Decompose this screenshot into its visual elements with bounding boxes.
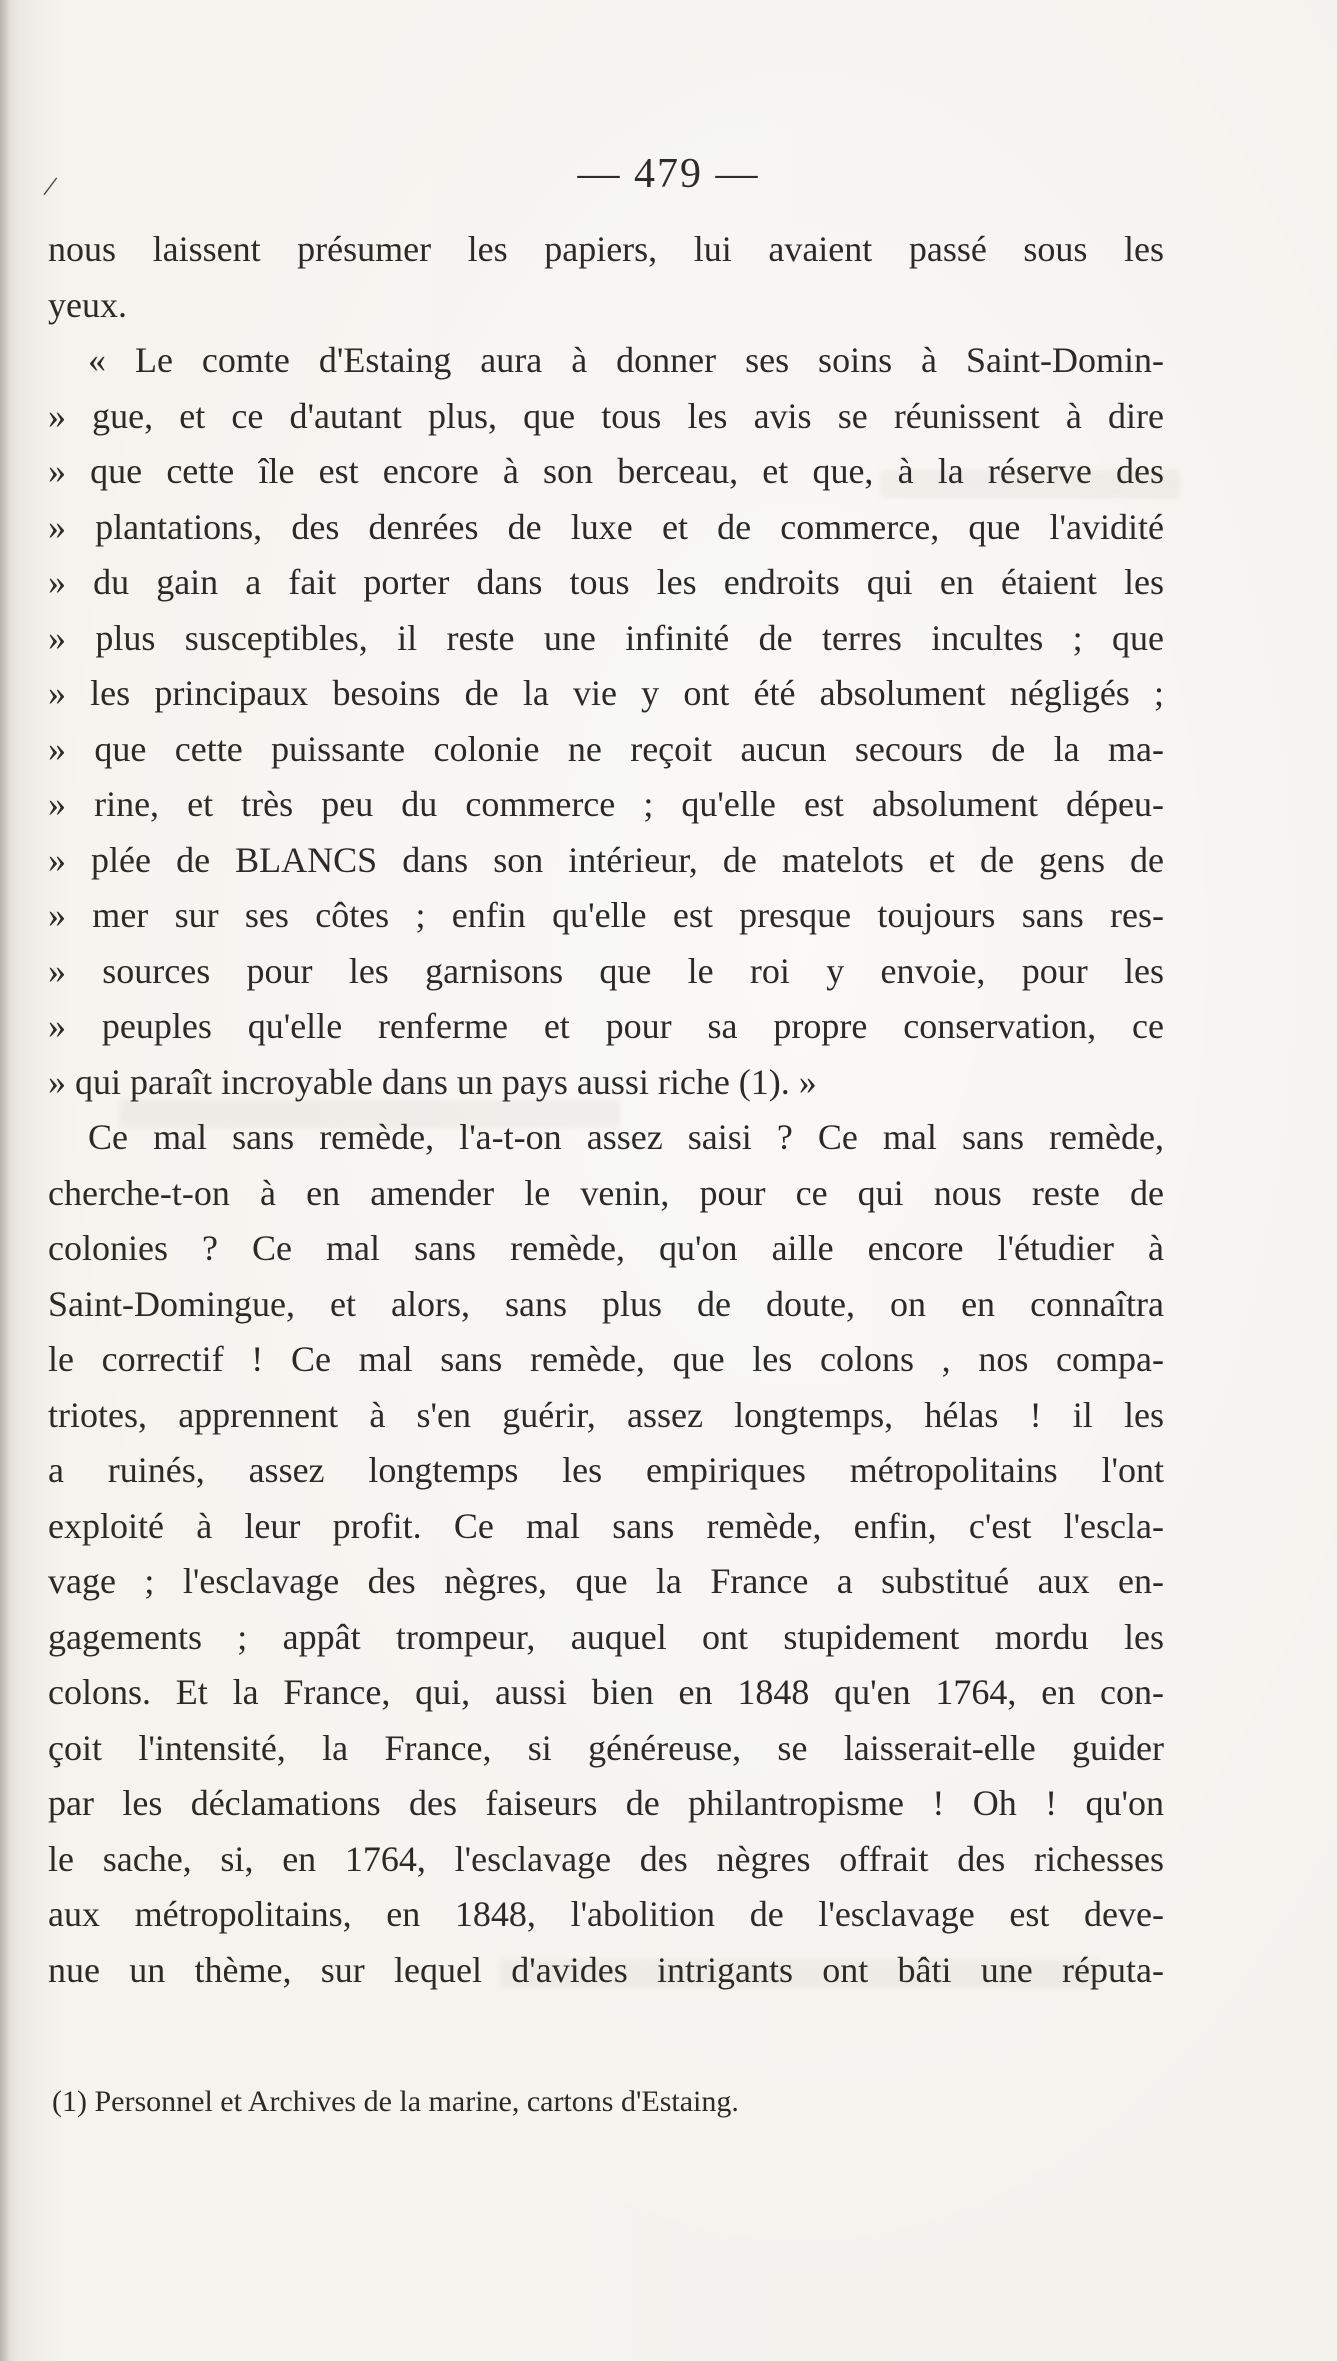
text-line: colons. Et la France, qui, aussi bien en 1848 qu'en 1764, en con- [48, 1672, 1164, 1712]
text-line: » qui paraît incroyable dans un pays aussi riche (1). » [48, 1061, 817, 1102]
binding-shadow [0, 0, 10, 2361]
text-line: » plus susceptibles, il reste une infinité de terres incultes ; que [48, 617, 1164, 658]
footnote: (1) Personnel et Archives de la marine, cartons d'Estaing. [52, 2085, 739, 2118]
text-line: » les principaux besoins de la vie y ont été absolument négligés ; [48, 673, 1164, 713]
text-line: » que cette île est encore à son berceau, et que, à la réserve des [48, 451, 1164, 491]
page-number: — 479 — [577, 151, 760, 197]
stray-pencil-mark: / [41, 169, 60, 204]
text-line: le correctif ! Ce mal sans remède, que les colons , nos compa- [48, 1339, 1164, 1379]
text-line: » rine, et très peu du commerce ; qu'elle est absolument dépeu- [48, 784, 1164, 824]
text-line: » plée de BLANCS dans son intérieur, de matelots et de gens de [48, 839, 1164, 880]
text-line: exploité à leur profit. Ce mal sans remède, enfin, c'est l'escla- [48, 1505, 1164, 1546]
text-line: » que cette puissante colonie ne reçoit aucun secours de la ma- [48, 728, 1164, 769]
text-line: yeux. [48, 284, 127, 325]
text-line: Saint-Domingue, et alors, sans plus de doute, on en connaîtra [48, 1283, 1164, 1324]
text-line: » gue, et ce d'autant plus, que tous les avis se réunissent à dire [48, 395, 1164, 436]
text-line: nous laissent présumer les papiers, lui avaient passé sous les [48, 229, 1164, 269]
text-line: nue un thème, sur lequel d'avides intrigants ont bâti une réputa- [48, 1949, 1164, 1990]
text-line: » du gain a fait porter dans tous les endroits qui en étaient les [48, 562, 1164, 602]
text-line: çoit l'intensité, la France, si généreuse, se laisserait-elle guider [48, 1727, 1164, 1768]
text-line: » sources pour les garnisons que le roi y envoie, pour les [48, 950, 1164, 991]
text-line: vage ; l'esclavage des nègres, que la France a substitué aux en- [48, 1561, 1164, 1601]
text-line: colonies ? Ce mal sans remède, qu'on aille encore l'étudier à [48, 1228, 1164, 1268]
text-line: « Le comte d'Estaing aura à donner ses soins à Saint-Domin- [88, 340, 1164, 380]
body-text [48, 222, 1164, 1998]
text-line: cherche-t-on à en amender le venin, pour ce qui nous reste de [48, 1172, 1164, 1213]
text-line: a ruinés, assez longtemps les empiriques métropolitains l'ont [48, 1450, 1164, 1490]
text-line: » plantations, des denrées de luxe et de commerce, que l'avidité [48, 506, 1164, 547]
text-line: Ce mal sans remède, l'a-t-on assez saisi ? Ce mal sans remède, [88, 1117, 1164, 1157]
text-line: » peuples qu'elle renferme et pour sa propre conservation, ce [48, 1006, 1164, 1046]
text-line: le sache, si, en 1764, l'esclavage des nègres offrait des richesses [48, 1838, 1164, 1879]
text-line: » mer sur ses côtes ; enfin qu'elle est presque toujours sans res- [48, 895, 1164, 935]
text-line: gagements ; appât trompeur, auquel ont stupidement mordu les [48, 1616, 1164, 1657]
text-line: triotes, apprennent à s'en guérir, assez longtemps, hélas ! il les [48, 1394, 1164, 1435]
text-line: par les déclamations des faiseurs de philantropisme ! Oh ! qu'on [48, 1783, 1164, 1823]
text-line: aux métropolitains, en 1848, l'abolition de l'esclavage est deve- [48, 1894, 1164, 1934]
